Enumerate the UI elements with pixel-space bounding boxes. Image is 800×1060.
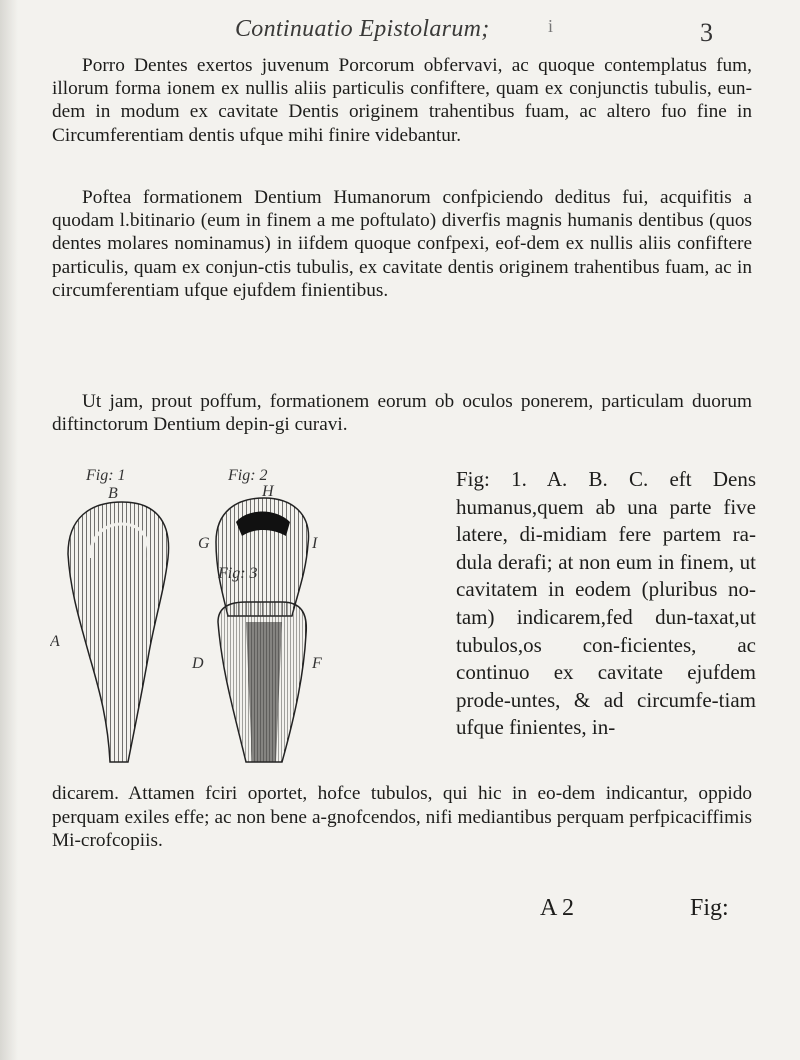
fig2-letter-g: G	[198, 535, 210, 552]
paragraph-porcorum: Porro Dentes exertos juvenum Porcorum obfervavi, ac quoque contemplatus fum, illorum forma ionem ex nullis aliis particulis confiftere, quam ex conjunctis tubulis, eun-dem in modum ex cavitate Dentis originem trahentibus fuam, ac altero fuo fine in Circumferentiam dentis ufque mihi finire videbantur.	[52, 55, 752, 146]
running-title: Continuatio Epistolarum;	[235, 16, 490, 42]
fig2-label: Fig: 2	[228, 467, 268, 484]
running-head	[0, 16, 800, 52]
catchword: Fig:	[690, 895, 729, 921]
fig3-label: Fig: 3	[218, 565, 258, 582]
fig2-letter-h: H	[262, 483, 274, 500]
fig1-letter-b: B	[108, 485, 118, 502]
paragraph-continuation: dicarem. Attamen fciri oportet, hofce tubulos, qui hic in eo-dem indicantur, oppido perquam exiles effe; ac non bene a-gnofcendos, nifi mediantibus perquam perfpicaciffimis Mi-crofcopiis.	[52, 783, 752, 851]
page-gutter-shadow	[0, 0, 18, 1060]
fig2-tooth	[198, 467, 318, 616]
fig2-letter-i: I	[312, 535, 318, 552]
paragraph-depingi: Ut jam, prout poffum, formationem eorum ob oculos ponerem, particulam duorum diftinctorum Dentium depin-gi curavi.	[52, 391, 752, 436]
running-head-mark: i	[548, 16, 554, 36]
paragraph-humanorum: Poftea formationem Dentium Humanorum confpiciendo deditus fui, acquifitis a quodam l.bitinario (eum in finem a me poftulato) diverfis magnis humanis dentibus (quos dentes molares nominamus) in iifdem quoque confpexi, eof-dem ex nullis aliis confiftere particulis, quam ex conjun-ctis tubulis, ex cavitate dentis originem trahentibus fuam, ac in circumferentiam ufque ejufdem finientibus.	[52, 187, 752, 301]
figure-caption: Fig: 1. A. B. C. eft Dens humanus,quem ab una parte five latere, di-midiam fere partem ra-dula derafi; at non eum in finem, ut cavitatem in eodem (pluribus no-tam) indicarem,fed dun-taxat,ut tubulos,os con-ficientes, ac continuo ex cavitate ejufdem prode-untes, & ad circumfe-tiam ufque finientes, in-	[456, 467, 756, 740]
signature-mark: A 2	[540, 895, 575, 921]
fig1-label: Fig: 1	[86, 467, 126, 484]
fig1-letter-a: A	[50, 633, 60, 650]
tooth-engraving	[50, 462, 430, 782]
tooth-engraving-svg	[50, 462, 430, 782]
fig3-letter-f: F	[312, 655, 322, 672]
fig1-tooth	[50, 467, 169, 762]
fig3-letter-d: D	[192, 655, 204, 672]
page-number: 3	[700, 18, 713, 47]
